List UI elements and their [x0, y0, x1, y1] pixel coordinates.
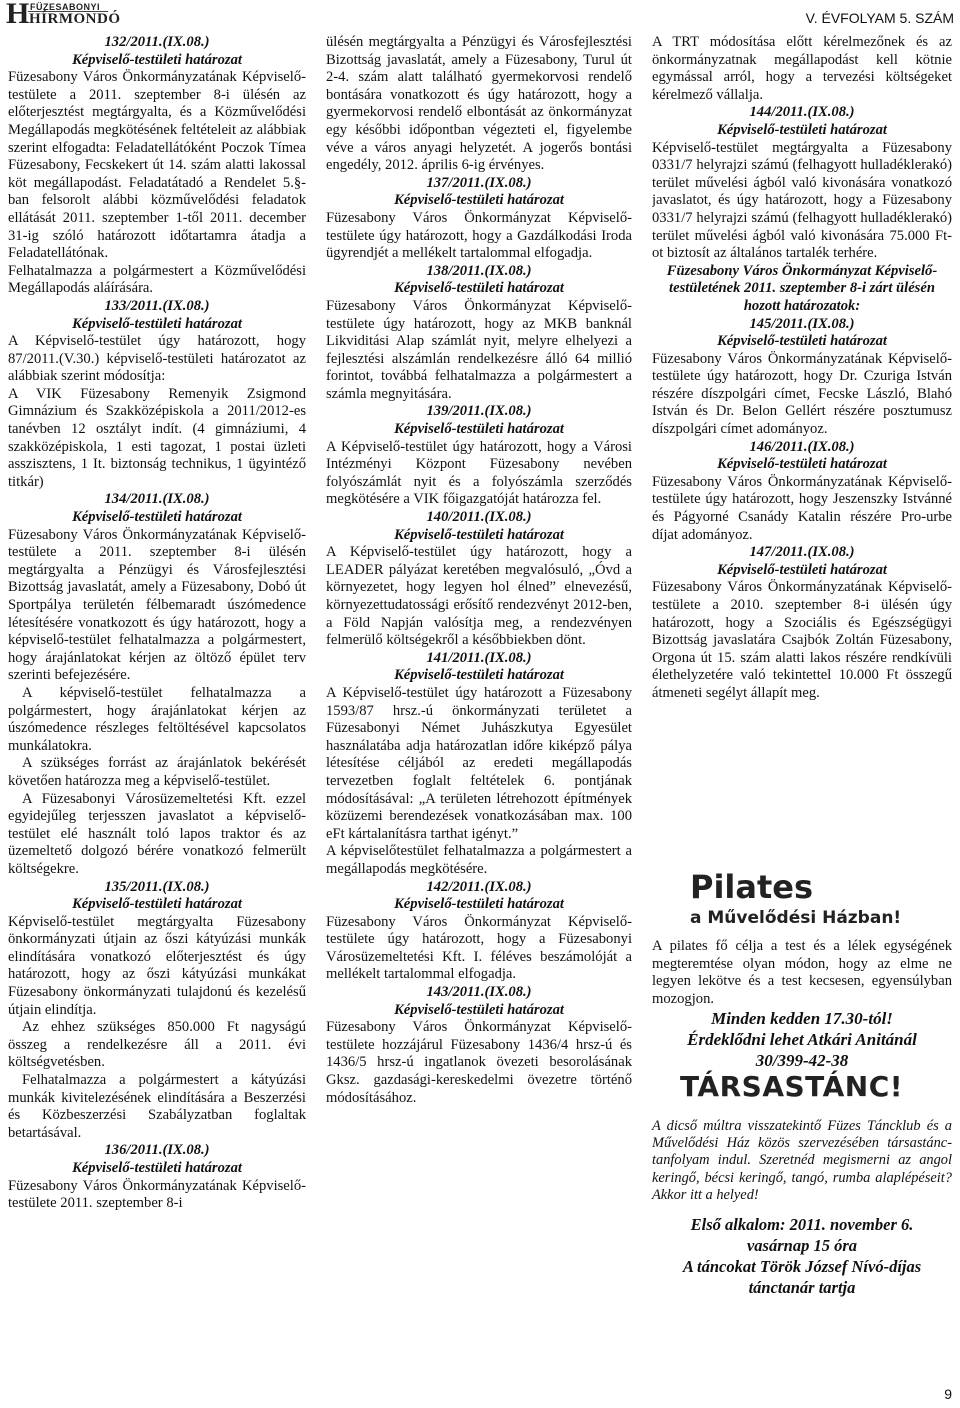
- resolution-number: 133/2011.(IX.08.): [104, 297, 210, 314]
- pilates-time: Minden kedden 17.30-tól!: [711, 1009, 893, 1029]
- resolution-number: 140/2011.(IX.08.): [426, 509, 532, 526]
- column-1: [8, 34, 306, 1364]
- tarsastanc-date: Első alkalom: 2011. november 6.: [690, 1215, 914, 1234]
- paragraph: A Képviselő-testület úgy határozott, hogy 87/2011.(V.30.) képviselő-testületi határozatot az alábbiak szerint módosítja:: [8, 333, 306, 385]
- resolution-heading: Képviselő-testületi határozat: [394, 421, 564, 438]
- paragraph: A Füzesabonyi Városüzemeltetési Kft. ezzel egyidejűleg terjesszen javaslatot a képviselő-testület elé használt toló lapos traktor és az üzemeltető dolgozó bérére vonatkozó felmerült költségekre.: [8, 790, 306, 877]
- resolution-heading: Képviselő-testületi határozat: [717, 456, 887, 473]
- logo-letter: H: [6, 0, 30, 30]
- resolution-number: 147/2011.(IX.08.): [749, 544, 855, 561]
- tarsastanc-details: [652, 1214, 952, 1298]
- issue-label: V. ÉVFOLYAM 5. SZÁM: [805, 10, 954, 26]
- column-3: [652, 34, 952, 874]
- resolution-heading: Képviselő-testületi határozat: [394, 192, 564, 209]
- resolution-heading: Képviselő-testületi határozat: [394, 667, 564, 684]
- paragraph: A VIK Füzesabony Remenyik Zsigmond Gimnázium és Szakközépiskola a 2011/2012-es tanévben 12 osztályt indít. (4 gimnáziumi, 4 szakközépiskola, 1 esti tagozat, 1 postai üzleti asszisztens, 1 It. biztonság technikus, 1 ügyintéző titkár): [8, 385, 306, 490]
- paragraph: Füzesabony Város Önkormányzat Képviselő-testülete úgy határozott, hogy a Gazdálkodási Iroda ügyrendjét a mellékelt tartalommal elfogadja.: [326, 209, 632, 262]
- paragraph: A TRT módosítása előtt kérelmezőnek és az önkormányzatnak megállapodást kell kötnie egymással arról, hogy a tervezési költségeket kérelmező vállalja.: [652, 34, 952, 103]
- column-2: [326, 34, 632, 1324]
- resolution-heading: Képviselő-testületi határozat: [717, 333, 887, 350]
- resolution-heading: Képviselő-testületi határozat: [72, 1160, 242, 1176]
- paragraph: ülésén megtárgyalta a Pénzügyi és Városfejlesztési Bizottság javaslatát, amely a Füzesabony, Turul út 2-4. szám alatt található gyermekorvosi rendelő bontására vonatkozott és úgy határozott, hogy a gyermekorvosi rendelő elbontását az önkormányzat egy későbbi időpontban végezteti el, figyelembe véve a város anyagi helyzetét. A jogerős bontási engedély, 2012. április 6-ig érvényes.: [326, 34, 632, 174]
- paragraph: A szükséges forrást az árajánlatok bekérését követően határozza meg a képviselő-testület.: [8, 755, 306, 789]
- tarsastanc-title: TÁRSASTÁNC!: [680, 1070, 904, 1103]
- pilates-header: [652, 860, 952, 930]
- page-number: 9: [944, 1386, 952, 1402]
- paragraph: Füzesabony Város Önkormányzat Képviselő-testülete úgy határozott, hogy a Füzesabonyi Városüzemeltetési Kft. I. féléves beszámolóját a mellékelt tartalommal elfogadja.: [326, 913, 632, 983]
- paragraph: A képviselőtestület felhatalmazza a polgármestert a megállapodás megkötésére.: [326, 843, 632, 877]
- paragraph: Füzesabony Város Önkormányzatának Képviselő-testülete 2011. szeptember 8-i: [8, 1177, 306, 1212]
- resolution-number: 142/2011.(IX.08.): [426, 878, 532, 895]
- paragraph: Füzesabony Város Önkormányzatának Képviselő-testülete a 2011. szeptember 8-i ülésén az előterjesztést megtárgyalta, és a Közművelődési Megállapodás megkötésének feltételeit az alábbiak szerint elfogadta: Feladatellátóként Poczok Tímea Füzesabony, Fecskekert út 14. szám alatti lakossal köt megállapodást. Feladatátadó a Rendelet 5.§-ban felsorolt alábbi közművelődési feladatok ellátását 2011. szeptember 1-től 2011. december 31-ig szóló határozott időtartamra átadja a Feladatellátónak.: [8, 69, 306, 262]
- resolution-heading: Képviselő-testületi határozat: [72, 315, 242, 332]
- paragraph: Füzesabony Város Önkormányzatának Képviselő-testülete a 2010. szeptember 8-i ülésén úgy határozott, hogy a Szociális és Egészségügyi Bizottság javaslatára Csajbók Zoltán Füzesabony, Orgona út 15. szám alatti lakos részére rendkívüli élethelyzetére való tekintettel 10.000 Ft összegű átmeneti segélyt állapít meg.: [652, 579, 952, 701]
- advert-box: [652, 860, 952, 1400]
- resolution-number: 134/2011.(IX.08.): [104, 491, 210, 508]
- resolution-number: 135/2011.(IX.08.): [104, 878, 210, 895]
- tarsastanc-teacher: A táncokat Török József Nívó-díjas: [682, 1257, 922, 1276]
- newspaper-logo: [6, 1, 126, 31]
- resolution-heading: Képviselő-testületi határozat: [72, 51, 242, 68]
- resolution-heading: Képviselő-testületi határozat: [394, 1001, 564, 1018]
- resolution-number: 144/2011.(IX.08.): [749, 104, 855, 121]
- resolution-number: 132/2011.(IX.08.): [104, 34, 210, 50]
- resolution-number: 139/2011.(IX.08.): [426, 403, 532, 420]
- pilates-contact: Érdeklődni lehet Atkári Anitánál: [687, 1030, 917, 1050]
- logo-top-text: FÜZESABONYI: [30, 2, 101, 12]
- logo-main-text: HÍRMONDÓ: [29, 11, 121, 27]
- resolution-heading: Képviselő-testületi határozat: [72, 896, 242, 913]
- paragraph: Füzesabony Város Önkormányzat Képviselő-testülete hozzájárul Füzesabony 1436/4 hrsz-ú és 1436/5 hrsz-ú ingatlanok övezeti besorolásának Gksz. gazdasági-kereskedelmi övezetre történő módosításához.: [326, 1019, 632, 1106]
- resolution-heading: Képviselő-testületi határozat: [717, 121, 887, 138]
- paragraph: A képviselő-testület felhatalmazza a polgármestert, hogy árajánlatokat kérjen az úszómedence részleges feltöltésével kapcsolatos munkálatokra.: [8, 684, 306, 754]
- paragraph: Füzesabony Város Önkormányzatának Képviselő-testülete a 2011. szeptember 8-i ülésén megtárgyalta a Pénzügyi és Városfejlesztési Bizottság javaslatát, amely a Füzesabony, Dobó út Sportpálya területén félbemaradt úszómedence létesítésére vonatkozott és úgy határozott, hogy a képviselő-testület felhatalmazza a polgármestert, hogy árajánlatokat kérjen az öltöző épület terv szerinti befejezésére.: [8, 526, 306, 684]
- resolution-number: 145/2011.(IX.08.): [749, 315, 855, 332]
- paragraph: A Képviselő-testület úgy határozott, hogy a Városi Intézményi Központ Füzesabony nevében folyószámlát nyit és a folyószámla szerződés megkötésére a VIK főigazgatóját határozza fel.: [326, 438, 632, 508]
- paragraph: Felhatalmazza a polgármestert a kátyúzási munkák kivitelezésének elindítására a Beszerzési és Közbeszerzési Szabályzatban foglaltak betartásával.: [8, 1072, 306, 1141]
- pilates-title: Pilates: [690, 868, 814, 906]
- resolution-number: 146/2011.(IX.08.): [749, 438, 855, 455]
- paragraph: Füzesabony Város Önkormányzat Képviselő-testülete úgy határozott, hogy az MKB banknál Likviditási Alap számlát nyit, melyre elhelyezi a fejlesztési alszámlán rendelkezésre álló 64 millió forintot, továbbá felhatalmazza a polgármestert a számla megnyitására.: [326, 297, 632, 402]
- tarsastanc-body: A dicső múltra visszatekintő Füzes Táncklub és a Művelődési Ház közös szervezésében társastánc-tanfolyam indul. Szeretnéd megismerni az angol keringő, bécsi keringő, tangó, rumba alaplépéseit? Akkor itt a helyed!: [652, 1118, 952, 1203]
- resolution-heading: Képviselő-testületi határozat: [72, 509, 242, 526]
- resolution-heading: Képviselő-testületi határozat: [394, 526, 564, 543]
- session-heading: Füzesabony Város Önkormányzat Képviselő-testületének 2011. szeptember 8-i zárt ülésén hozott határozatok:: [666, 262, 938, 314]
- resolution-heading: Képviselő-testületi határozat: [717, 561, 887, 578]
- resolution-number: 143/2011.(IX.08.): [426, 984, 532, 1001]
- pilates-phone: 30/399-42-38: [755, 1051, 849, 1071]
- resolution-number: 137/2011.(IX.08.): [426, 174, 532, 191]
- paragraph: Az ehhez szükséges 850.000 Ft nagyságú összeg a rendelkezésre áll a 2011. évi költségvetésben.: [8, 1019, 306, 1071]
- paragraph: A Képviselő-testület úgy határozott a Füzesabony 1593/87 hrsz.-ú önkormányzati területet a Füzesabonyi Német Juhászkutya Egyesület használatába adja határozatlan időre kiképző pálya létesítése céljából az eredeti megállapodás tervezetben foglalt feltételek 6. pontjának módosításával: „A területen létrehozott építmények közüzemi berendezések vonatkozásában max. 100 eFt kártalanításra tarthat igényt.”: [326, 684, 632, 842]
- pilates-body: [652, 938, 952, 1071]
- pilates-text: A pilates fő célja a test és a lélek egységének megteremtése olyan módon, hogy az elme ne legyen lekötve és a test kecsesen, egyensúlyban mozogjon.: [652, 938, 952, 1007]
- paragraph: Felhatalmazza a polgármestert a Közművelődési Megállapodás aláírására.: [8, 262, 306, 297]
- paragraph: Képviselő-testület megtárgyalta a Füzesabony 0331/7 helyrajzi számú (felhagyott hulladéklerakó) terület művelési ágból való kivonására vonatkozó javaslatot, és úgy határozott, hogy a Füzesabony 0331/7 helyrajzi számú (felhagyott hulladéklerakó) terület művelési ágból való kivonására 75.000 Ft-ot biztosít az általános tartalék terhére.: [652, 139, 952, 262]
- paragraph: Füzesabony Város Önkormányzatának Képviselő-testülete úgy határozott, hogy Dr. Czuriga István részére díszpolgári címet, Fecske László, Blahó István és Dr. Belon Gellért részére posztumusz díszpolgári címet adományoz.: [652, 350, 952, 438]
- resolution-heading: Képviselő-testületi határozat: [394, 280, 564, 297]
- tarsastanc-teacher-role: tánctanár tartja: [748, 1278, 856, 1297]
- paragraph: Képviselő-testület megtárgyalta Füzesabony önkormányzati útjain az őszi kátyúzási munkák elindítására vonatkozó előterjesztést és úgy határozott, hogy az őszi kátyúzási munkákat Füzesabony önkormányzati tulajdonú és kezelésű útjain elindítja.: [8, 913, 306, 1018]
- resolution-number: 138/2011.(IX.08.): [426, 262, 532, 279]
- resolution-number: 141/2011.(IX.08.): [426, 649, 532, 666]
- pilates-subtitle: a Művelődési Házban!: [690, 908, 902, 928]
- paragraph: A Képviselő-testület úgy határozott, hogy a LEADER pályázat keretében megvalósuló, „Óvd a környezetet, hogy legyen hol élned” elnevezésű, környezettudatossági erősítő rendezvényt 2012-ben, a Föld Napján valósítja meg, a rendezvényen felmerülő költségekről a későbbiekben dönt.: [326, 544, 632, 649]
- resolution-heading: Képviselő-testületi határozat: [394, 896, 564, 913]
- paragraph: Füzesabony Város Önkormányzatának Képviselő-testülete úgy határozott, hogy Jeszenszky Istvánné és Págyorné Csanády Katalin részére Pro-urbe díjat adományoz.: [652, 473, 952, 543]
- resolution-number: 136/2011.(IX.08.): [104, 1142, 210, 1159]
- page-header: [0, 0, 960, 30]
- tarsastanc-time: vasárnap 15 óra: [746, 1236, 857, 1255]
